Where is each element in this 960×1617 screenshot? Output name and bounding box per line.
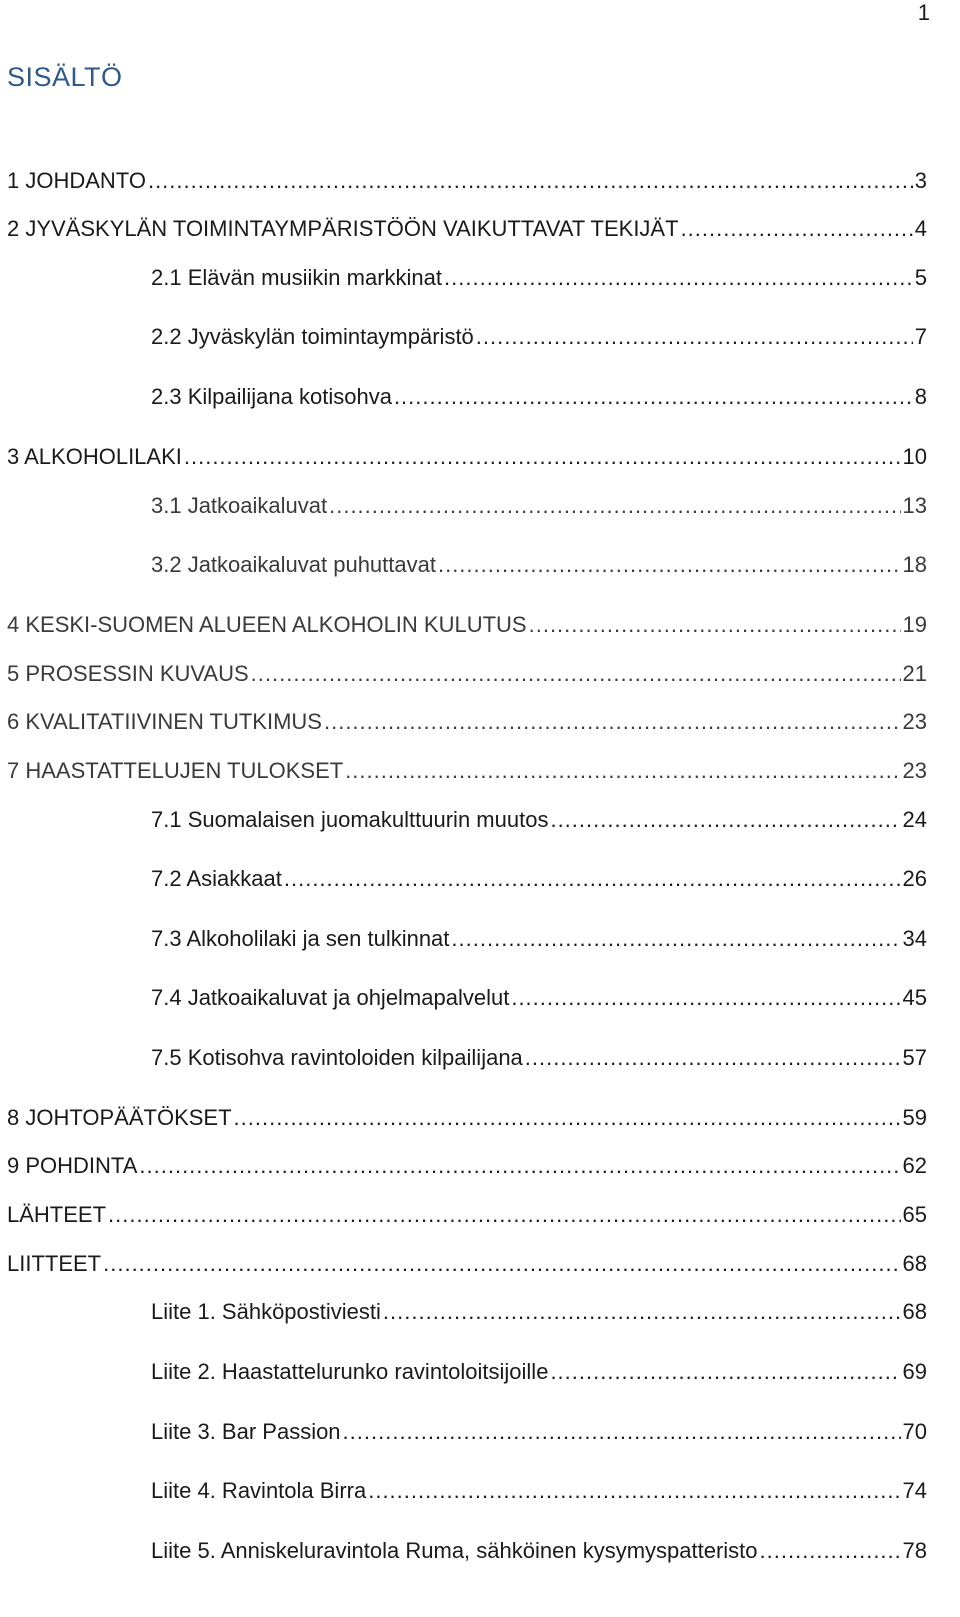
toc-entry-page: 4 xyxy=(914,216,927,241)
toc-entry[interactable] xyxy=(7,1104,927,1132)
toc-entry-label: Liite 3. Bar Passion xyxy=(151,1419,341,1444)
toc-entry-label: 7 HAASTATTELUJEN TULOKSET xyxy=(7,758,344,783)
toc-dot-leader xyxy=(284,865,901,893)
toc-dot-leader xyxy=(444,264,913,292)
toc-entry-page: 23 xyxy=(902,758,927,783)
toc-entry[interactable] xyxy=(151,383,927,411)
toc-entry[interactable] xyxy=(7,167,927,195)
toc-title: SISÄLTÖ xyxy=(7,62,123,92)
toc-entry-page: 24 xyxy=(902,807,927,832)
toc-entry-label: 7.1 Suomalaisen juomakulttuurin muutos xyxy=(151,807,549,832)
toc-entry-label: 5 PROSESSIN KUVAUS xyxy=(7,661,249,686)
toc-entry-label: LIITTEET xyxy=(7,1251,102,1276)
toc-entry-page: 62 xyxy=(902,1153,927,1178)
toc-entry-label: 7.4 Jatkoaikaluvat ja ohjelmapalvelut xyxy=(151,985,510,1010)
toc-entry-page: 70 xyxy=(902,1419,927,1444)
toc-dot-leader xyxy=(511,984,900,1012)
toc-entry[interactable] xyxy=(151,925,927,953)
toc-entry-label: 3 ALKOHOLILAKI xyxy=(7,444,182,469)
page-number: 1 xyxy=(917,0,930,25)
toc-dot-leader xyxy=(108,1201,900,1229)
toc-dot-leader xyxy=(103,1250,900,1278)
toc-dot-leader xyxy=(681,215,913,243)
toc-entry[interactable] xyxy=(7,1250,927,1278)
toc-entry-page: 10 xyxy=(902,444,927,469)
toc-entry-label: 4 KESKI-SUOMEN ALUEEN ALKOHOLIN KULUTUS xyxy=(7,612,527,637)
toc-entry[interactable] xyxy=(7,708,927,736)
toc-entry-label: 2.1 Elävän musiikin markkinat xyxy=(151,265,443,290)
toc-entry[interactable] xyxy=(7,1201,927,1229)
toc-entry-page: 45 xyxy=(902,985,927,1010)
toc-dot-leader xyxy=(550,806,900,834)
toc-dot-leader xyxy=(148,167,913,195)
toc-dot-leader xyxy=(139,1152,900,1180)
toc-entry-page: 21 xyxy=(902,661,927,686)
toc-entry-page: 68 xyxy=(902,1251,927,1276)
toc-entry-label: 8 JOHTOPÄÄTÖKSET xyxy=(7,1105,232,1130)
toc-dot-leader xyxy=(476,323,913,351)
toc-entry-page: 59 xyxy=(902,1105,927,1130)
toc-entry-label: 3.2 Jatkoaikaluvat puhuttavat xyxy=(151,552,436,577)
toc-entry-page: 13 xyxy=(902,493,927,518)
toc-entry-page: 34 xyxy=(902,926,927,951)
toc-entry[interactable] xyxy=(151,264,927,292)
toc-dot-leader xyxy=(550,1358,900,1386)
toc-entry-page: 23 xyxy=(902,709,927,734)
toc-dot-leader xyxy=(529,611,901,639)
toc-entry-label: 3.1 Jatkoaikaluvat xyxy=(151,493,328,518)
toc-dot-leader xyxy=(438,551,901,579)
toc-entry-page: 74 xyxy=(902,1478,927,1503)
toc-entry-page: 57 xyxy=(902,1045,927,1070)
toc-entry-page: 65 xyxy=(902,1202,927,1227)
toc-entry[interactable] xyxy=(151,1358,927,1386)
toc-entry-page: 68 xyxy=(902,1299,927,1324)
toc-entry[interactable] xyxy=(151,551,927,579)
toc-dot-leader xyxy=(324,708,901,736)
toc-entry[interactable] xyxy=(151,1477,927,1505)
toc-dot-leader xyxy=(451,925,900,953)
toc-dot-leader xyxy=(343,1418,901,1446)
toc-entry-page: 69 xyxy=(902,1359,927,1384)
toc-entry[interactable] xyxy=(151,1298,927,1326)
toc-entry-page: 26 xyxy=(902,866,927,891)
toc-entry-label: Liite 2. Haastattelurunko ravintoloitsijoille xyxy=(151,1359,549,1384)
toc-entry[interactable] xyxy=(7,660,927,688)
toc-entry-page: 18 xyxy=(902,552,927,577)
toc-entry-label: 7.2 Asiakkaat xyxy=(151,866,282,891)
toc-entry[interactable] xyxy=(151,1418,927,1446)
toc-entry-page: 78 xyxy=(902,1538,927,1563)
toc-dot-leader xyxy=(345,757,900,785)
toc-entry-label: Liite 5. Anniskeluravintola Ruma, sähköinen kysymyspatteristo xyxy=(151,1538,758,1563)
toc-entry-page: 7 xyxy=(914,324,927,349)
toc-dot-leader xyxy=(329,492,900,520)
toc-dot-leader xyxy=(760,1537,901,1565)
toc-dot-leader xyxy=(368,1477,900,1505)
toc-entry[interactable] xyxy=(151,1537,927,1565)
toc-dot-leader xyxy=(383,1298,901,1326)
toc-entry-label: LÄHTEET xyxy=(7,1202,107,1227)
toc-entry[interactable] xyxy=(151,323,927,351)
toc-entry-label: 1 JOHDANTO xyxy=(7,168,146,193)
toc-entry[interactable] xyxy=(7,215,927,243)
toc-entry-label: Liite 1. Sähköpostiviesti xyxy=(151,1299,381,1324)
toc-entry[interactable] xyxy=(7,1152,927,1180)
toc-entry[interactable] xyxy=(7,443,927,471)
toc-entry-label: 9 POHDINTA xyxy=(7,1153,138,1178)
toc-entry-label: 2.2 Jyväskylän toimintaympäristö xyxy=(151,324,474,349)
toc-entry[interactable] xyxy=(151,492,927,520)
toc-entry-label: 2 JYVÄSKYLÄN TOIMINTAYMPÄRISTÖÖN VAIKUTTAVAT TEKIJÄT xyxy=(7,216,679,241)
toc-dot-leader xyxy=(525,1044,901,1072)
toc-entry[interactable] xyxy=(151,806,927,834)
toc-entry[interactable] xyxy=(151,1044,927,1072)
toc-entry-label: 7.3 Alkoholilaki ja sen tulkinnat xyxy=(151,926,450,951)
toc-dot-leader xyxy=(184,443,901,471)
toc-entry-label: 7.5 Kotisohva ravintoloiden kilpailijana xyxy=(151,1045,523,1070)
toc-entry-page: 5 xyxy=(914,265,927,290)
toc-dot-leader xyxy=(394,383,913,411)
toc-dot-leader xyxy=(251,660,901,688)
toc-entry-label: 2.3 Kilpailijana kotisohva xyxy=(151,384,392,409)
toc-entry[interactable] xyxy=(151,865,927,893)
toc-entry-page: 3 xyxy=(914,168,927,193)
toc-entry-page: 8 xyxy=(914,384,927,409)
toc-entry[interactable] xyxy=(7,757,927,785)
toc-entry[interactable] xyxy=(151,984,927,1012)
toc-entry-label: 6 KVALITATIIVINEN TUTKIMUS xyxy=(7,709,322,734)
toc-entry-page: 19 xyxy=(902,612,927,637)
toc-entry-label: Liite 4. Ravintola Birra xyxy=(151,1478,367,1503)
toc-entry[interactable] xyxy=(7,611,927,639)
toc-dot-leader xyxy=(234,1104,901,1132)
